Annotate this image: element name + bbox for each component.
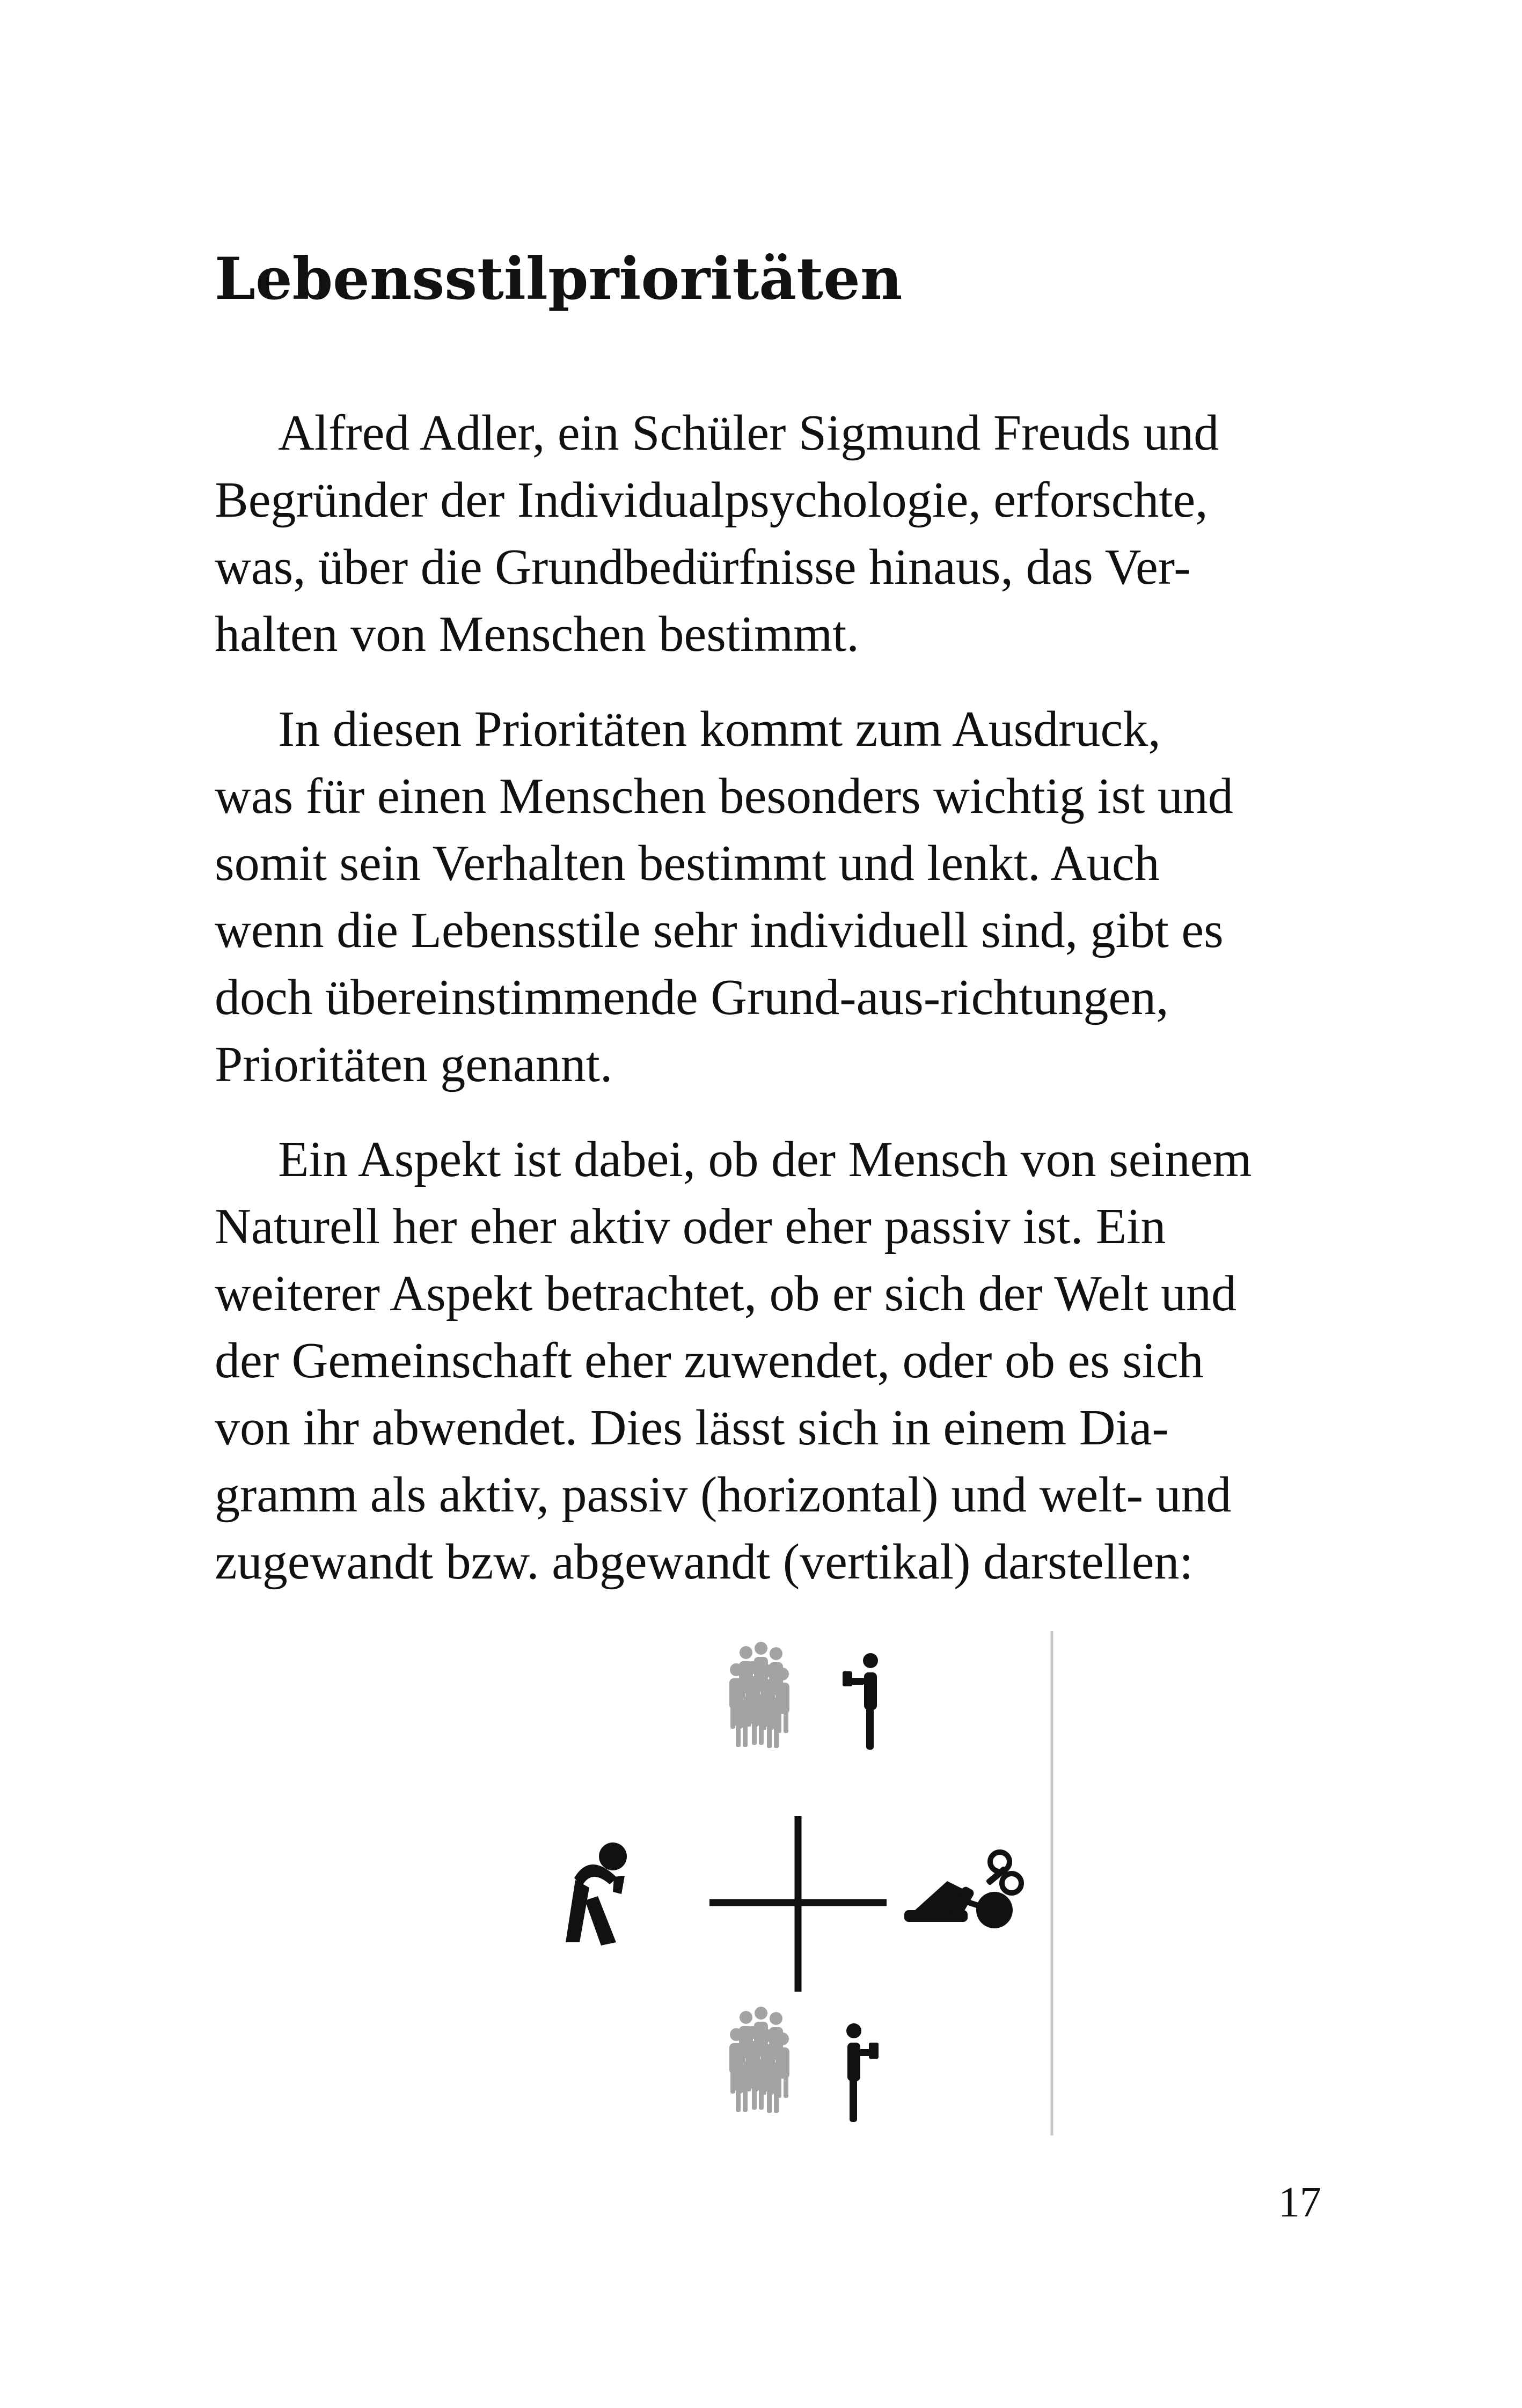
person-turned-away-icon bbox=[846, 2023, 879, 2122]
body-text bbox=[215, 400, 1320, 1624]
text-line: weiterer Aspekt betrachtet, ob er sich der Welt und bbox=[215, 1266, 1236, 1322]
lifestyle-priorities-diagram bbox=[537, 1631, 1073, 2135]
text-line: von ihr abwendet. Dies lässt sich in einem Dia- bbox=[215, 1400, 1169, 1456]
text-line: was für einen Menschen besonders wichtig ist und bbox=[215, 768, 1233, 824]
text-line: Begründer der Individualpsychologie, erforschte, bbox=[215, 472, 1208, 528]
text-line: halten von Menschen bestimmt. bbox=[215, 606, 859, 662]
text-line: wenn die Lebensstile sehr individuell sind, gibt es bbox=[215, 902, 1224, 958]
text-line: In diesen Prioritäten kommt zum Ausdruck, bbox=[278, 701, 1161, 757]
axis-cross-icon bbox=[709, 1816, 887, 1992]
page-number: 17 bbox=[1278, 2179, 1321, 2226]
paragraph-3 bbox=[215, 1126, 1320, 1596]
text-line: somit sein Verhalten bestimmt und lenkt. Auch bbox=[215, 835, 1160, 891]
paragraph-2 bbox=[215, 696, 1320, 1098]
text-line: gramm als aktiv, passiv (horizontal) und welt- und bbox=[215, 1467, 1232, 1523]
text-line: was, über die Grundbedürfnisse hinaus, das Ver- bbox=[215, 539, 1191, 595]
text-line: Ein Aspekt ist dabei, ob der Mensch von seinem bbox=[278, 1132, 1252, 1187]
group-of-people-icon bbox=[729, 1642, 789, 1748]
page-title: Lebensstilprioritäten bbox=[215, 245, 903, 313]
passive-wind-up-person-icon bbox=[904, 1852, 1021, 1928]
paragraph-1 bbox=[215, 400, 1320, 668]
text-line: der Gemeinschaft eher zuwendet, oder ob es sich bbox=[215, 1333, 1204, 1389]
text-line: Naturell her eher aktiv oder eher passiv ist. Ein bbox=[215, 1199, 1166, 1254]
text-line: Alfred Adler, ein Schüler Sigmund Freuds und bbox=[278, 405, 1219, 461]
group-of-people-icon bbox=[729, 2007, 789, 2113]
text-line: Prioritäten genannt. bbox=[215, 1037, 613, 1092]
text-line: doch übereinstimmende Grund-aus-richtungen, bbox=[215, 970, 1169, 1025]
diagram-canvas bbox=[537, 1631, 1073, 2135]
active-stretching-person-icon bbox=[566, 1842, 627, 1946]
person-facing-group-icon bbox=[843, 1653, 878, 1750]
text-line: zugewandt bzw. abgewandt (vertikal) darstellen: bbox=[215, 1534, 1194, 1590]
